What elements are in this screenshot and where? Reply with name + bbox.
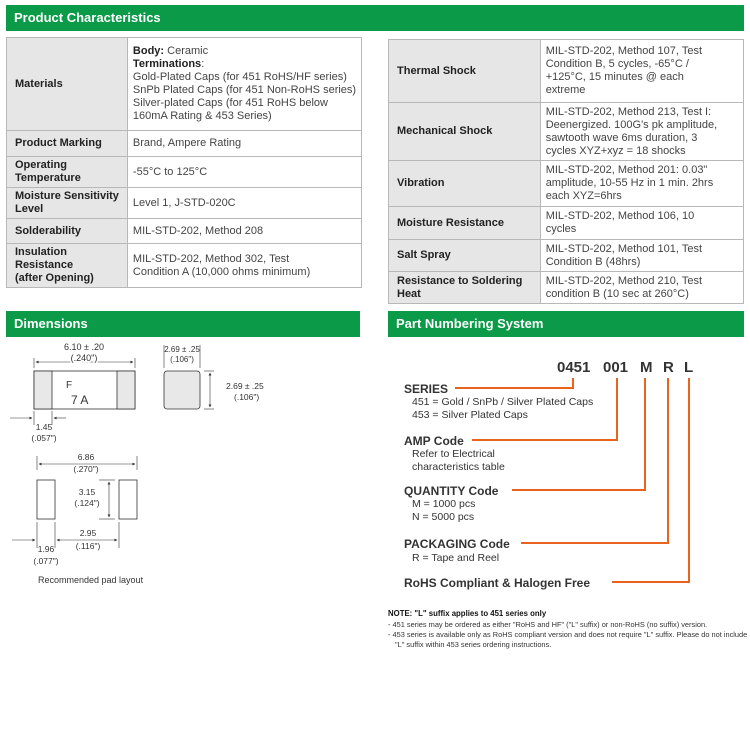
moisture-resistance-label: Moisture Resistance [389,207,541,240]
series-title: SERIES [404,382,449,396]
marking-logo: F [66,380,73,391]
top-width-dim: 6.10 ± .20 [64,342,104,352]
pad-width-dim: 6.86 [77,452,95,462]
salt-spray-row [389,240,744,272]
pad-width-dim-in: (.270") [73,464,99,474]
term-dim-in: (.057") [31,433,57,443]
mechanical-shock-label: Mechanical Shock [389,103,541,161]
marking-rating: 7 A [71,393,89,407]
rohs-connector [612,378,689,582]
moisture-sensitivity-label: Moisture Sensitivity Level [7,188,128,219]
pad-gap-dim-in: (.116") [75,541,101,551]
part-number [557,359,693,376]
series-connector [455,378,573,388]
moisture-resistance-row [389,207,744,240]
materials-line: 160mA Rating & 453 Series) [132,110,272,122]
pad-land-dim-in: (.077") [33,556,59,566]
materials-value [127,38,361,131]
part-numbering-diagram [388,345,750,595]
materials-line: Silver-plated Caps (for 451 RoHS below [132,97,328,109]
fuse-right-terminal [117,371,135,409]
moisture-sensitivity-row [7,188,362,219]
soldering-heat-label: Resistance to Soldering Heat [389,272,541,304]
operating-temperature-value: -55°C to 125°C [127,157,361,188]
product-marking-row [7,131,362,157]
segment-amp: 001 [603,359,629,376]
dimensions-drawing [0,338,380,598]
soldering-heat-value: MIL-STD-202, Method 210, Test condition B (10 sec at 260°C) [540,272,743,304]
thermal-shock-value: MIL-STD-202, Method 107, Test Condition B, 5 cycles, -65°C / +125°C, 15 minutes @ each extreme [540,40,743,103]
insulation-resistance-row [7,244,362,288]
salt-spray-value: MIL-STD-202, Method 101, Test Condition B (48hrs) [540,240,743,272]
pad-layout-caption: Recommended pad layout [38,575,144,585]
top-width-dim-in: (.240") [70,353,98,363]
packaging-line: R = Tape and Reel [412,552,500,564]
operating-temperature-row [7,157,362,188]
series-line: 453 = Silver Plated Caps [412,409,528,421]
left-spec-table [6,37,362,288]
side-height-dim: 2.69 ± .25 [226,381,264,391]
pad-height-dim-in: (.124") [74,498,100,508]
amp-title: AMP Code [404,434,464,448]
amp-line: Refer to Electrical [412,448,495,460]
salt-spray-label: Salt Spray [389,240,541,272]
product-marking-label: Product Marking [7,131,128,157]
quantity-title: QUANTITY Code [404,484,499,498]
segment-packaging: R [663,359,674,376]
thermal-shock-row [389,40,744,103]
fuse-side-view [164,371,200,409]
insulation-resistance-value: MIL-STD-202, Method 302, Test Condition A (10,000 ohms minimum) [127,244,361,288]
small-width-dim: 2.69 ± .25 [164,345,200,354]
soldering-heat-row [389,272,744,304]
thermal-shock-label: Thermal Shock [389,40,541,103]
ordering-note [388,609,748,650]
series-line: 451 = Gold / SnPb / Silver Plated Caps [412,396,594,408]
terminations-label: Terminations [132,58,202,70]
materials-label: Materials [7,38,128,131]
right-spec-table [388,39,744,304]
small-width-dim-in: (.106") [170,355,194,364]
insulation-resistance-label: Insulation Resistance (after Opening) [7,244,128,288]
term-dim: 1.45 [35,422,53,432]
quantity-connector [512,378,645,490]
note-title: NOTE: "L" suffix applies to 451 series only [388,609,547,618]
solderability-row [7,219,362,244]
quantity-line: N = 5000 pcs [412,511,475,523]
materials-line: Gold-Plated Caps (for 451 RoHS/HF series) [132,71,347,83]
materials-row [7,38,362,131]
fuse-left-terminal [34,371,52,409]
quantity-line: M = 1000 pcs [412,498,476,510]
moisture-resistance-value: MIL-STD-202, Method 106, 10 cycles [540,207,743,240]
vibration-label: Vibration [389,161,541,207]
moisture-sensitivity-value: Level 1, J-STD-020C [127,188,361,219]
operating-temperature-label: Operating Temperature [7,157,128,188]
packaging-title: PACKAGING Code [404,537,510,551]
pad-height-dim: 3.15 [78,487,96,497]
amp-line: characteristics table [412,461,505,473]
mechanical-shock-row [389,103,744,161]
pad-left [37,480,55,519]
body-label: Body: [132,45,165,57]
side-height-dim-in: (.106") [234,392,260,402]
note-item: - 453 series is available only as RoHS compliant version and does not require "L" suffix. Please do not include "L" suffix within 453 series ordering instructions. [388,630,748,649]
pad-gap-dim: 2.95 [79,528,97,538]
vibration-row [389,161,744,207]
solderability-value: MIL-STD-202, Method 208 [127,219,361,244]
pad-land-dim: 1.96 [37,544,55,554]
dimensions-header: Dimensions [6,311,360,337]
terminations-colon: : [201,58,205,70]
mechanical-shock-value: MIL-STD-202, Method 213, Test I: Deenergized. 100G's pk amplitude, sawtooth wave 6ms duration, 3 cycles XYZ+xyz = 18 shocks [540,103,743,161]
segment-series: 0451 [557,359,591,376]
product-marking-value: Brand, Ampere Rating [127,131,361,157]
segment-rohs: L [684,359,694,376]
body-value: Ceramic [164,45,209,57]
solderability-label: Solderability [7,219,128,244]
vibration-value: MIL-STD-202, Method 201: 0.03" amplitude, 10-55 Hz in 1 min. 2hrs each XYZ=6hrs [540,161,743,207]
pad-right [119,480,137,519]
part-numbering-header: Part Numbering System [388,311,744,337]
product-characteristics-header: Product Characteristics [6,5,744,31]
rohs-title: RoHS Compliant & Halogen Free [404,576,591,590]
materials-line: SnPb Plated Caps (for 451 Non-RoHS series) [132,84,357,96]
note-item: - 451 series may be ordered as either "RoHS and HF" ("L" suffix) or non-RoHS (no suffix) version. [388,620,708,629]
segment-quantity: M [640,359,653,376]
